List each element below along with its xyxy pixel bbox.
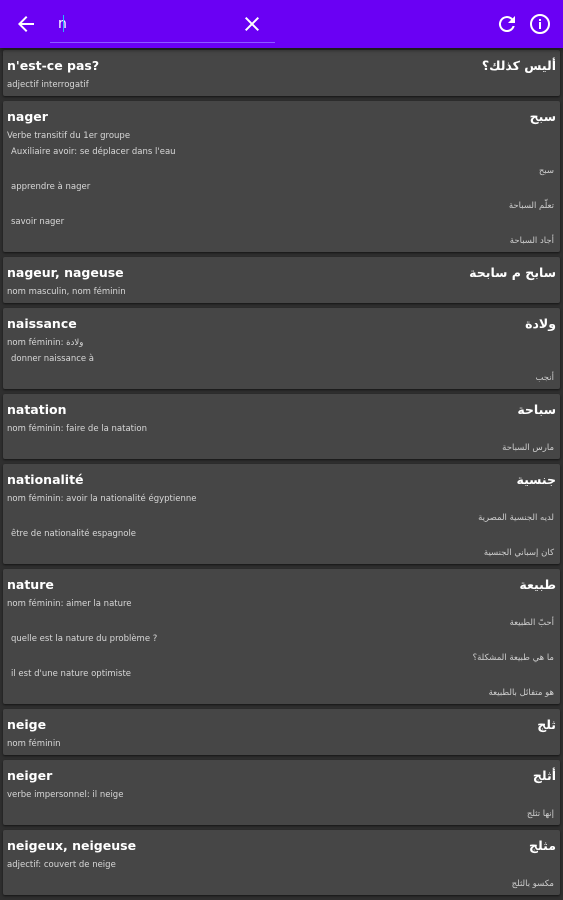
definition: verbe impersonnel: il neige [7,790,124,800]
entry-header [7,836,556,854]
example-arabic: ما هي طبيعة المشكلة؟ [472,653,554,663]
arabic-word: ثلج [537,716,556,732]
arabic-word: طبيعة [519,576,556,592]
example-arabic: كان إسباني الجنسية [483,548,554,558]
example-arabic: تعلّم السباحة [508,201,554,211]
example-french: apprendre à nager [11,182,91,192]
example [7,354,556,383]
definition: Verbe transitif du 1er groupe [7,131,131,141]
entry-card[interactable] [3,709,560,755]
close-icon[interactable] [240,12,264,36]
french-word: nageur, nageuse [7,264,124,280]
definition: adjectif interrogatif [7,80,89,90]
french-word: n'est-ce pas? [7,57,100,73]
search-input[interactable] [56,8,230,40]
example-french: il est d'une nature optimiste [11,669,132,679]
definition: nom féminin: ولادة [7,338,84,348]
french-word: nature [7,576,54,592]
definition: nom féminin: faire de la natation [7,424,147,434]
definition: nom masculin, nom féminin [7,287,126,297]
example-french: quelle est la nature du problème ? [11,634,158,644]
entry-card[interactable] [3,760,560,825]
definition: nom féminin: avoir la nationalité égyptienne [7,494,197,504]
example [7,809,556,819]
entry-card[interactable] [3,257,560,303]
french-word: naissance [7,315,77,331]
arrow-back-icon[interactable] [14,12,38,36]
entry-header [7,470,556,488]
example-french: Auxiliaire avoir: se déplacer dans l'eau [11,147,176,157]
example [7,618,556,628]
text-caret [63,15,64,32]
example [7,529,556,558]
entry-header [7,400,556,418]
example-french: être de nationalité espagnole [11,529,137,539]
info-icon[interactable] [528,12,552,36]
example-arabic: إنها تثلج [526,809,554,819]
french-word: neigeux, neigeuse [7,837,137,853]
french-word: neiger [7,767,53,783]
example-arabic: لديه الجنسية المصرية [478,513,554,523]
example-french: savoir nager [11,217,65,227]
entry-card[interactable] [3,50,560,96]
results-list [0,48,563,895]
entry-card[interactable] [3,830,560,895]
french-word: natation [7,401,67,417]
arabic-word: أليس كذلك؟ [481,57,556,73]
entry-card[interactable] [3,101,560,252]
entry-card[interactable] [3,308,560,389]
entry-card[interactable] [3,464,560,564]
arabic-word: أثلج [532,767,556,783]
entry-header [7,715,556,733]
example-arabic: أحبّ الطبيعة [509,618,554,628]
entry-card[interactable] [3,394,560,459]
entry-header [7,56,556,74]
definition: adjectif: couvert de neige [7,860,116,870]
example-arabic: سبح [538,166,554,176]
entry-header [7,107,556,125]
example-french: donner naissance à [11,354,95,364]
entry-header [7,263,556,281]
example [7,669,556,698]
entry-header [7,314,556,332]
entry-header [7,766,556,784]
french-word: nager [7,108,48,124]
example [7,443,556,453]
french-word: neige [7,716,47,732]
definition: nom féminin: aimer la nature [7,599,132,609]
example [7,879,556,889]
refresh-icon[interactable] [495,12,519,36]
app-bar [0,0,563,48]
example [7,182,556,211]
search-underline [50,42,275,43]
arabic-word: سباحة [517,401,556,417]
arabic-word: سابح م سابحة [469,264,556,280]
example-arabic: مكسو بالثلج [511,879,554,889]
example [7,513,556,523]
arabic-word: جنسية [516,471,556,487]
example-arabic: مارس السباحة [502,443,554,453]
entry-header [7,575,556,593]
french-word: nationalité [7,471,84,487]
example [7,147,556,176]
example [7,634,556,663]
arabic-word: مثلج [529,837,556,853]
example-arabic: أجاد السباحة [509,236,554,246]
arabic-word: ولادة [525,315,556,331]
definition: nom féminin [7,739,61,749]
arabic-word: سبح [529,108,556,124]
entry-card[interactable] [3,569,560,704]
example [7,217,556,246]
example-arabic: هو متفائل بالطبيعة [488,688,554,698]
example-arabic: أنجب [535,373,554,383]
